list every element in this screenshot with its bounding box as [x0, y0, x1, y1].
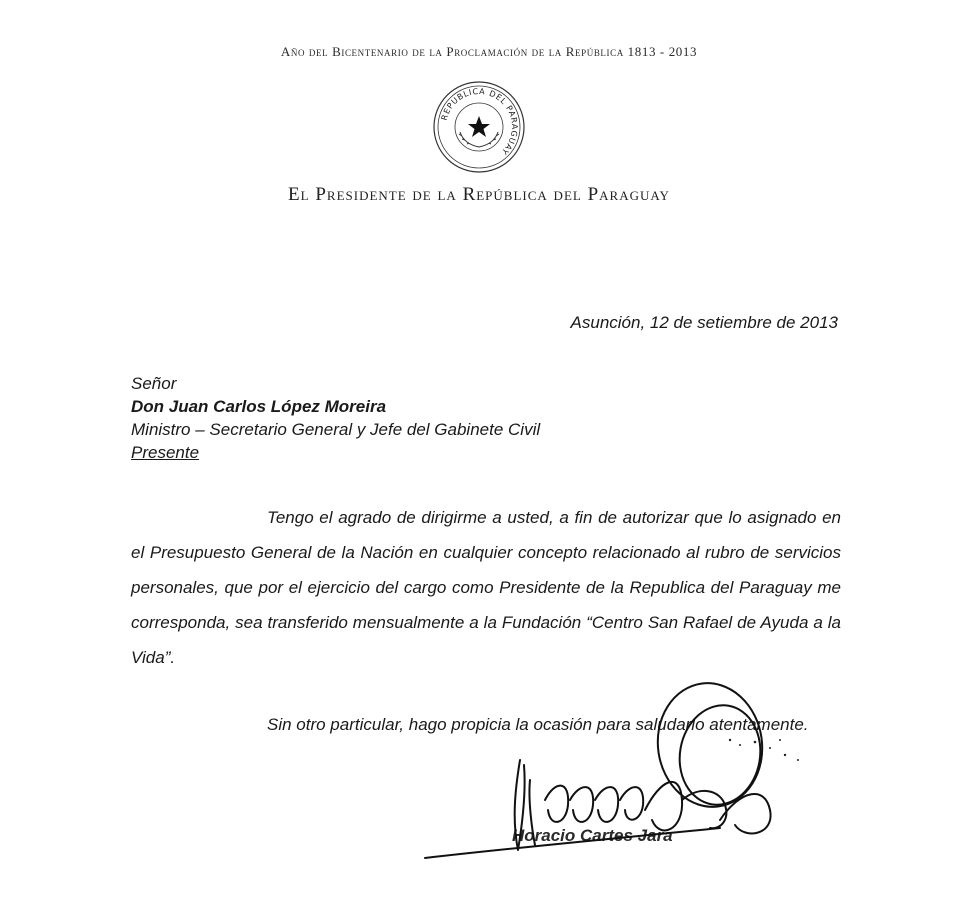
seal-text: REPUBLICA DEL PARAGUAY — [439, 86, 520, 157]
letterhead-motto: Año del Bicentenario de la Proclamación de la República 1813 - 2013 — [280, 44, 698, 59]
national-seal-icon — [432, 80, 526, 174]
letterhead-title: El Presidente de la República del Paraguay — [288, 184, 670, 205]
letter-body — [131, 500, 841, 675]
recipient-name: Don Juan Carlos López Moreira — [131, 397, 387, 416]
recipient-salutation: Señor — [131, 374, 177, 393]
letter-closing — [131, 707, 841, 743]
signer-name: Horacio Cartes Jara — [512, 826, 673, 845]
letter-body-text: Tengo el agrado de dirigirme a usted, a fin de autorizar que lo asignado en el Presupuesto General de la Nación en cualquier concepto relacionado al rubro de servicios personales, que por el ejercicio del cargo como Presidente de la Republica del Paraguay me corresponda, sea transferido mensualmente a la Fundación “Centro San Rafael de Ayuda a la Vida”. — [131, 508, 841, 667]
letter-date: Asunción, 12 de setiembre de 2013 — [570, 313, 838, 332]
recipient-block — [131, 372, 540, 464]
recipient-position: Ministro – Secretario General y Jefe del Gabinete Civil — [131, 420, 541, 439]
letter-closing-text: Sin otro particular, hago propicia la ocasión para saludarlo atentamente. — [267, 715, 809, 734]
recipient-presente: Presente — [131, 443, 200, 462]
